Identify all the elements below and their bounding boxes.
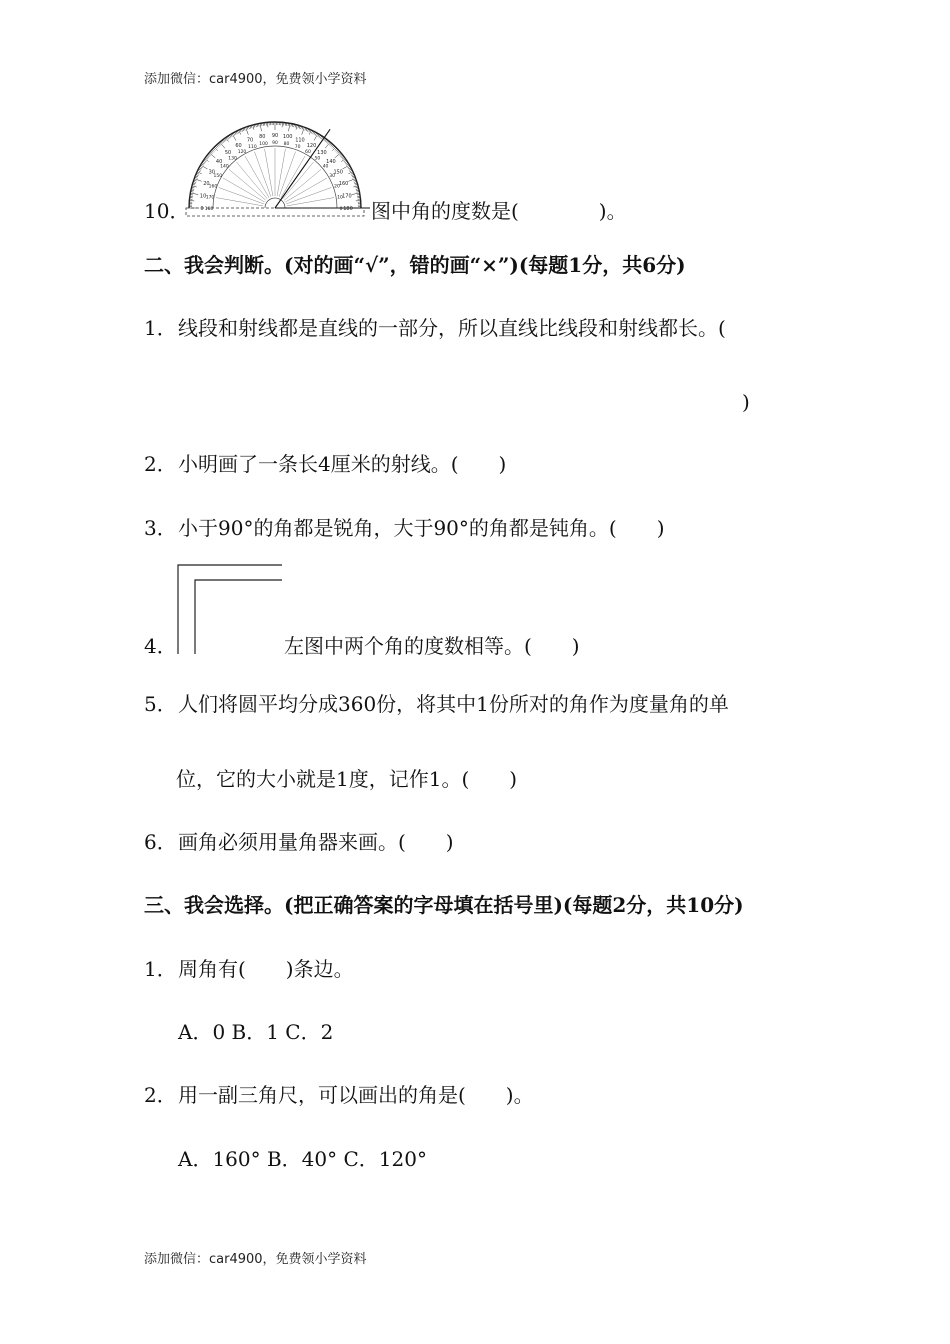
protractor-tick: [207, 155, 209, 157]
protractor-tick: [216, 145, 218, 147]
s3-q2-number: 2．: [144, 1083, 177, 1107]
protractor-tick: [192, 186, 197, 187]
protractor-tick: [204, 160, 206, 162]
protractor-outer-label: 20: [203, 181, 210, 188]
protractor-tick: [223, 139, 225, 141]
protractor-tick: [190, 193, 198, 194]
protractor-tick: [332, 145, 334, 147]
protractor-tick: [341, 156, 343, 158]
protractor-inner-label: 170: [205, 195, 215, 201]
protractor-tick: [206, 156, 208, 158]
protractor-tick: [253, 125, 254, 130]
protractor-inner-label: 70: [294, 144, 301, 150]
protractor-outer-label: 130: [317, 150, 327, 157]
protractor-tick: [232, 134, 236, 141]
protractor-guide: [277, 149, 285, 196]
protractor-tick: [201, 164, 204, 166]
protractor-outer-label: 120: [306, 142, 317, 149]
protractor-tick: [332, 147, 336, 151]
protractor-tick: [342, 157, 344, 159]
protractor-tick: [221, 141, 223, 143]
protractor-tick: [348, 179, 356, 182]
section3-title: 三、我会选择。(把正确答案的字母填在括号里)(每题2分，共10分): [144, 893, 744, 917]
protractor-tick: [345, 161, 348, 163]
page-footer: 添加微信：car4900，免费领小学资料: [144, 1252, 367, 1267]
protractor-tick: [335, 148, 337, 150]
outer-angle: [178, 565, 282, 654]
protractor-tick: [343, 165, 350, 169]
protractor-tick: [215, 146, 217, 148]
s2-q2-number: 2．: [144, 452, 177, 476]
protractor-tick: [320, 136, 322, 139]
protractor-outer-label: 180: [343, 206, 353, 212]
s2-q6-text: 画角必须用量角器来画。( ): [178, 830, 454, 854]
protractor-outer-label: 110: [295, 137, 305, 144]
protractor-outer-label: 100: [282, 134, 293, 141]
protractor-outer-label: 50: [224, 150, 232, 157]
s2-q3-text: 小于90°的角都是锐角，大于90°的角都是钝角。( ): [178, 516, 665, 540]
protractor-outer-label: 140: [326, 159, 336, 166]
protractor-tick: [333, 146, 335, 148]
inner-angle: [195, 580, 282, 654]
protractor-tick: [336, 149, 338, 151]
protractor-tick: [231, 134, 233, 137]
protractor-tick: [202, 162, 205, 164]
protractor-tick: [208, 154, 210, 156]
protractor-guide: [219, 187, 264, 203]
section2-title: 二、我会判断。(对的画“√”，错的画“×”)(每题1分，共6分): [144, 253, 686, 277]
s2-q2-text: 小明画了一条长4厘米的射线。( ): [178, 452, 507, 476]
s3-q1-options: A．0 B．1 C．2: [178, 1020, 334, 1044]
protractor-outer-label: 80: [259, 134, 266, 141]
protractor-inner-label: 100: [259, 142, 268, 148]
protractor-tick: [338, 152, 340, 154]
protractor-tick: [289, 123, 290, 131]
s2-q4-text: 左图中两个角的度数相等。( ): [284, 634, 580, 658]
page-header: 添加微信：car4900，免费领小学资料: [144, 72, 367, 87]
protractor-tick: [222, 140, 224, 142]
protractor-guide: [287, 198, 334, 206]
protractor-guide: [265, 149, 273, 196]
s3-q2-text: 用一副三角尺，可以画出的角是( )。: [178, 1083, 534, 1107]
s3-q1-text: 周角有( )条边。: [178, 957, 354, 981]
q10-text: 图中角的度数是( )。: [371, 199, 627, 223]
s2-q5-number: 5．: [144, 692, 177, 716]
protractor-inner-label: 40: [322, 164, 329, 170]
protractor-outer-label: 70: [246, 137, 254, 144]
protractor-outer-label: 30: [208, 169, 215, 176]
protractor-tick: [205, 157, 207, 159]
s2-q1-number: 1．: [144, 316, 177, 340]
protractor-tick: [200, 166, 203, 167]
protractor-tick: [337, 150, 339, 152]
protractor-tick: [348, 166, 351, 167]
protractor-inner-label: 0: [339, 207, 343, 212]
protractor-tick: [296, 125, 297, 130]
protractor-tick: [352, 193, 360, 194]
protractor-inner-label: 140: [220, 164, 229, 170]
protractor-tick: [340, 154, 342, 156]
protractor-tick: [194, 179, 202, 182]
protractor-tick: [246, 127, 249, 135]
protractor-outer-label: 10: [199, 193, 207, 200]
protractor-inner-label: 20: [334, 184, 340, 190]
protractor-tick: [353, 186, 358, 187]
protractor-tick: [233, 133, 234, 136]
protractor-outer-label: 150: [333, 169, 343, 176]
protractor-tick: [346, 164, 349, 166]
protractor-inner-label: 60: [305, 149, 311, 155]
protractor-outer-label: 40: [215, 159, 223, 166]
protractor-inner-label: 110: [248, 144, 257, 150]
protractor-tick: [325, 139, 327, 141]
q10-number: 10．: [144, 199, 190, 223]
protractor-inner-label: 180: [204, 207, 214, 212]
protractor-outer-label: 90: [271, 133, 279, 139]
two-angles-figure: [172, 560, 287, 660]
s2-q3-number: 3．: [144, 516, 177, 540]
protractor-tick: [201, 165, 208, 169]
protractor-tick: [228, 136, 230, 139]
protractor-inner-label: 120: [237, 149, 247, 155]
protractor-tick: [318, 134, 320, 137]
protractor-tick: [211, 150, 213, 152]
protractor-guide: [216, 198, 263, 206]
protractor-tick: [327, 141, 329, 143]
protractor-inner-label: 50: [314, 156, 321, 162]
s3-q2-options: A．160° B．40° C．120°: [178, 1147, 427, 1171]
protractor-inner-label: 30: [329, 174, 336, 179]
protractor-guide: [254, 152, 270, 197]
s2-q6-number: 6．: [144, 830, 177, 854]
protractor-tick: [329, 143, 331, 145]
protractor-tick: [319, 135, 321, 138]
s2-q4-number: 4．: [144, 634, 177, 658]
protractor-tick: [340, 155, 342, 157]
protractor-inner-label: 90: [272, 141, 278, 146]
protractor-tick: [210, 152, 212, 154]
protractor-outer-label: 60: [235, 142, 242, 149]
s3-q1-number: 1．: [144, 957, 177, 981]
protractor: [186, 122, 370, 216]
protractor-figure: [180, 120, 370, 220]
protractor-tick: [219, 143, 221, 145]
protractor-tick: [302, 127, 305, 135]
protractor-tick: [227, 137, 229, 139]
protractor-tick: [229, 135, 231, 138]
protractor-tick: [345, 162, 348, 164]
protractor-tick: [224, 138, 226, 140]
protractor-inner-label: 10: [337, 195, 343, 201]
protractor-tick: [315, 133, 316, 136]
protractor-tick: [260, 123, 261, 131]
protractor-tick: [213, 148, 215, 150]
s2-q5-text-cont: 位，它的大小就是1度，记作1。( ): [176, 767, 518, 791]
protractor-tick: [331, 144, 333, 146]
protractor-tick: [203, 161, 206, 163]
s2-q1-answer-close: ): [742, 390, 750, 414]
protractor-tick: [326, 140, 328, 142]
protractor-outer-label: 160: [338, 181, 349, 188]
protractor-guide: [286, 187, 331, 203]
s2-q5-text: 人们将圆平均分成360份，将其中1份所对的角作为度量角的单: [178, 692, 729, 716]
protractor-inner-label: 130: [228, 156, 237, 162]
protractor-tick: [344, 160, 346, 162]
protractor-inner-label: 160: [208, 184, 218, 190]
protractor-outer-label: 170: [342, 193, 352, 200]
protractor-tick: [314, 134, 318, 141]
protractor-center-arc: [265, 198, 285, 208]
protractor-tick: [212, 149, 214, 151]
protractor-inner-label: 150: [213, 174, 223, 179]
protractor-outer-label: 0: [200, 206, 204, 212]
protractor-inner-label: 80: [283, 142, 290, 148]
s2-q1-text: 线段和射线都是直线的一部分，所以直线比线段和射线都长。(: [178, 316, 726, 340]
protractor-tick: [214, 147, 218, 151]
protractor-tick: [217, 144, 219, 146]
